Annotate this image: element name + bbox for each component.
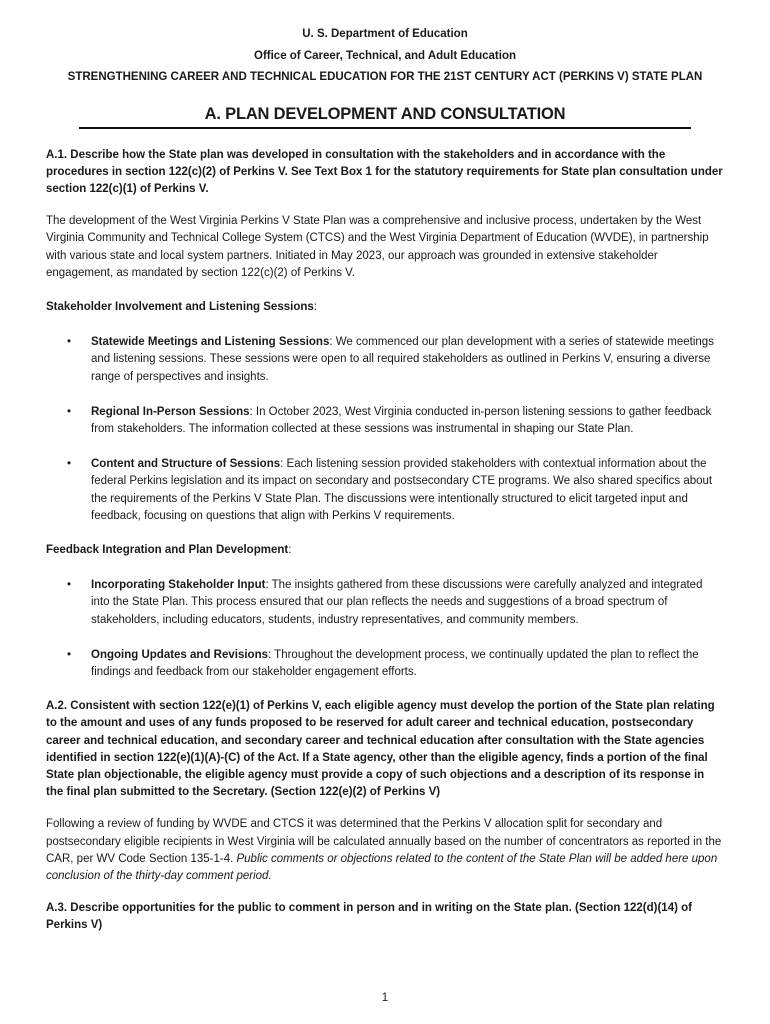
stakeholder-list [46,334,724,525]
document-header [46,24,724,89]
list-item [46,577,724,629]
bullet-icon: • [67,579,72,592]
section-title: A. PLAN DEVELOPMENT AND CONSULTATION [204,104,566,123]
answer-a2-italic-note: Public comments or objections related to the content of the State Plan will be added here upon conclusion of the thirty-day comment period. [46,852,718,882]
list-item [46,647,724,681]
list-item-text: : Throughout the development process, we continually updated the plan to reflect the findings and feedback from our stakeholder engagement efforts. [91,648,699,678]
list-item [46,334,724,386]
list-item [46,404,724,438]
header-act-title: STRENGTHENING CAREER AND TECHNICAL EDUCATION FOR THE 21ST CENTURY ACT (PERKINS V) STATE PLAN [67,71,703,83]
subheading-feedback-integration [46,542,724,559]
subheading-label: Feedback Integration and Plan Development [46,543,289,556]
answer-a2-text: Following a review of funding by WVDE and CTCS it was determined that the Perkins V allocation split for secondary and postsecondary eligible recipients in West Virginia will be calculated annually based on the number of concentrators as reported in the CAR, per WV Code Section 135-1-4. [46,818,722,865]
subheading-stakeholder-involvement [46,299,724,316]
subheading-colon: : [313,300,317,313]
list-item-term: Regional In-Person Sessions [91,405,250,418]
question-a1: A.1. Describe how the State plan was developed in consultation with the stakeholders and in accordance with the procedures in section 122(c)(2) of Perkins V. See Text Box 1 for the statutory requirements for State plan consultation under section 122(c)(1) of Perkins V. [46,148,723,195]
bullet-icon: • [67,405,72,418]
question-a2: A.2. Consistent with section 122(e)(1) of Perkins V, each eligible agency must develop the portion of the State plan relating to the amount and uses of any funds proposed to be reserved for adult career and technical education, postsecondary career and technical education, and secondary career and technical education after consultation with the State agencies identified in section 122(e)(1)(A)-(C) of the Act. If a State agency, other than the eligible agency, finds a portion of the final State plan objectionable, the eligible agency must provide a copy of such objections and a description of its response in the final plan submitted to the Secretary. (Section 122(e)(2) of Perkins V) [46,700,715,799]
bullet-icon: • [67,648,72,661]
list-item-text: : The insights gathered from these discussions were carefully analyzed and integrated into the State Plan. This process ensured that our plan reflects the needs and suggestions of a broad spectrum of stakeholders, including educators, students, industry representatives, and community members. [91,579,703,626]
list-item-term: Content and Structure of Sessions [91,458,281,471]
answer-a1-paragraph: The development of the West Virginia Perkins V State Plan was a comprehensive and inclusive process, undertaken by the West Virginia Community and Technical College System (CTCS) and the West Virginia Department of Education (WVDE), in partnership with various state and local system partners. Initiated in May 2023, our approach was grounded in extensive stakeholder engagement, as mandated by section 122(c)(2) of Perkins V. [46,215,709,279]
header-department: U. S. Department of Education [302,28,468,40]
answer-a2-paragraph [46,816,724,885]
subheading-label: Stakeholder Involvement and Listening Sessions [46,300,314,313]
question-a3: A.3. Describe opportunities for the public to comment in person and in writing on the State plan. (Section 122(d)(14) of Perkins V) [46,902,692,932]
list-item-text: : In October 2023, West Virginia conducted in-person listening sessions to gather feedback from stakeholders. The information collected at these sessions was instrumental in shaping our State Plan. [91,405,712,435]
list-item-text: : Each listening session provided stakeholders with contextual information about the federal Perkins legislation and its impact on secondary and postsecondary CTE programs. We also shared specifics about the requirements of the Perkins V State Plan. The discussions were intentionally structured to elicit targeted input and feedback, focusing on questions that align with Perkins V requirements. [91,458,713,522]
list-item-term: Incorporating Stakeholder Input [91,579,266,592]
list-item-text: : We commenced our plan development with a series of statewide meetings and listening sessions. These sessions were open to all required stakeholders as outlined in Perkins V, ensuring a diverse range of perspectives and insights. [91,336,714,383]
feedback-list [46,577,724,681]
section-title-underlined [79,105,691,129]
page-number: 1 [381,992,389,1004]
list-item-term: Ongoing Updates and Revisions [91,648,268,661]
subheading-colon: : [288,543,292,556]
bullet-icon: • [67,336,72,349]
bullet-icon: • [67,458,72,471]
list-item-term: Statewide Meetings and Listening Sessions [91,336,330,349]
list-item [46,456,724,525]
header-office: Office of Career, Technical, and Adult Education [254,49,516,62]
